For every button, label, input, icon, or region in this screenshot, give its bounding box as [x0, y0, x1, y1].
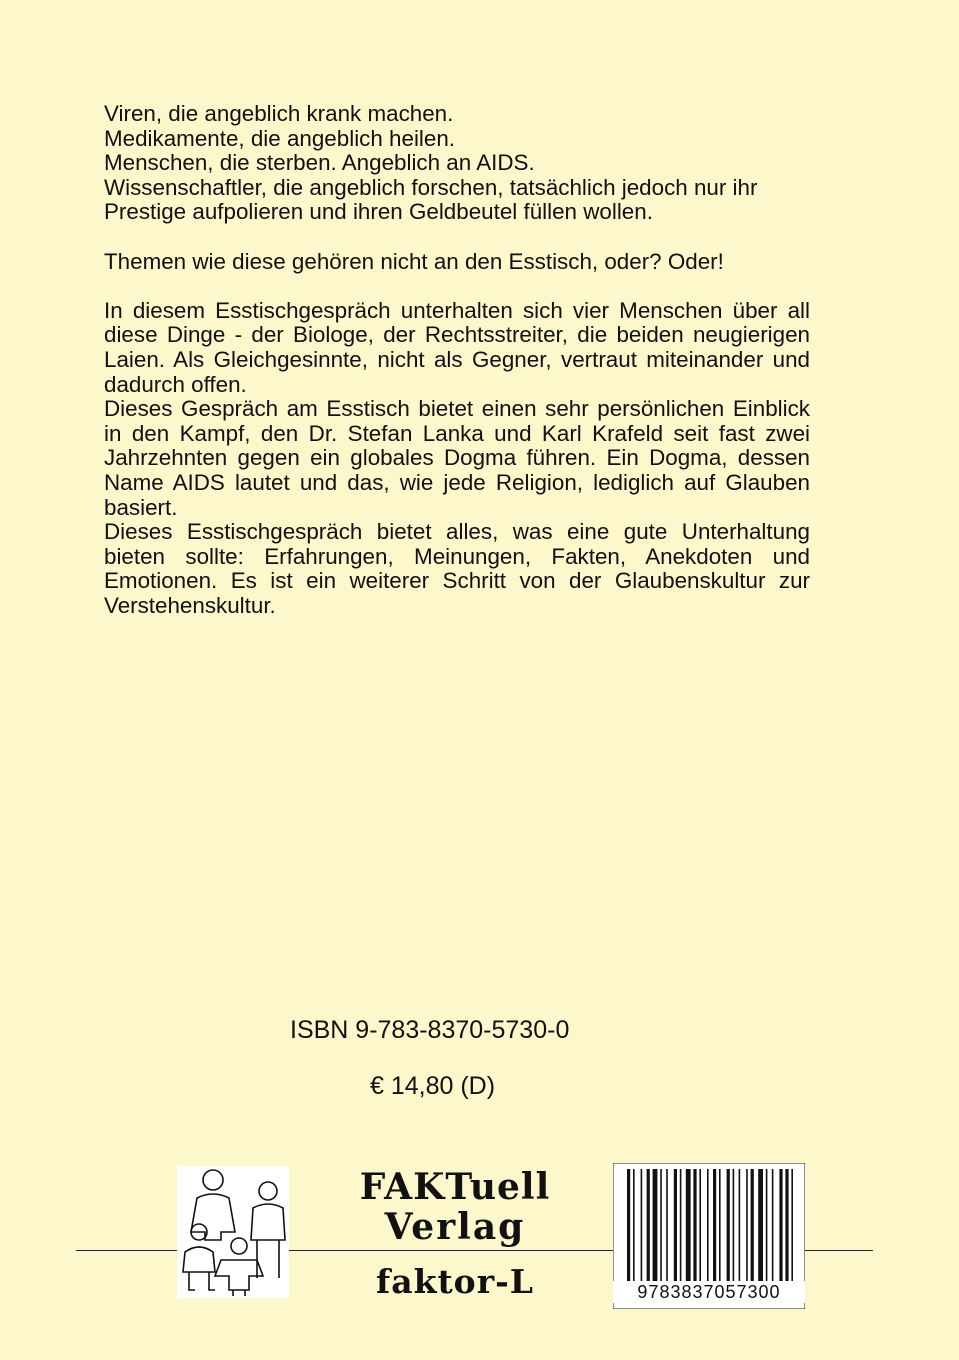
- barcode-bar: [713, 1169, 716, 1281]
- barcode: [613, 1163, 805, 1309]
- paragraph: Dieses Esstischgespräch bietet alles, was eine gute Unterhaltung bieten sollte: Erfahrungen, Meinungen, Fakten, Anekdoten und Emotionen. Es ist ein weiterer Schritt von der Glaubenskultur zur Verstehenskultur.: [104, 519, 810, 618]
- barcode-bar: [641, 1169, 643, 1281]
- barcode-bar: [727, 1169, 730, 1281]
- barcode-bar: [779, 1169, 782, 1281]
- barcode-bar: [627, 1169, 630, 1281]
- paragraph: Dieses Gespräch am Esstisch bietet einen sehr persönlichen Einblick in den Kampf, den Dr. Stefan Lanka und Karl Krafeld seit fast zwei Jahrzehnten gegen ein globales Dogma führen. Ein Dogma, dessen Name AIDS lautet und das, wie jede Religion, lediglich auf Glauben basiert.: [104, 396, 810, 520]
- price: € 14,80 (D): [370, 1072, 496, 1100]
- barcode-bar: [666, 1169, 668, 1281]
- barcode-bar: [674, 1169, 677, 1281]
- paragraph: In diesem Esstischgespräch unterhalten sich vier Menschen über all diese Dinge - der Biologe, der Rechtsstreiter, die beiden neugierigen Laien. Als Gleichgesinnte, nicht als Gegner, vertraut miteinander und dadurch offen.: [104, 297, 810, 397]
- divider-left: [76, 1250, 177, 1251]
- back-cover-text: [104, 102, 810, 618]
- barcode-bar: [680, 1169, 682, 1281]
- intro-line: Wissenschaftler, die angeblich forschen, tatsächlich jedoch nur ihr Prestige aufpolieren und ihren Geldbeutel füllen wollen.: [104, 174, 758, 225]
- barcode-bar: [751, 1169, 754, 1281]
- isbn: ISBN 9-783-8370-5730-0: [290, 1016, 570, 1044]
- barcode-bar: [699, 1169, 701, 1281]
- barcode-bar: [739, 1169, 741, 1281]
- barcode-bar: [653, 1169, 658, 1281]
- barcode-bar: [719, 1169, 721, 1281]
- publisher-name: FAKTuell: [359, 1166, 551, 1208]
- intro-line: Medikamente, die angeblich heilen.: [104, 125, 456, 151]
- divider-right: [805, 1250, 873, 1251]
- intro-line: Viren, die angeblich krank machen.: [104, 101, 454, 126]
- barcode-bar: [733, 1169, 735, 1281]
- barcode-bar: [746, 1169, 748, 1281]
- question-line: Themen wie diese gehören nicht an den Esstisch, oder? Oder!: [104, 248, 724, 274]
- family-figures-icon: [177, 1166, 289, 1298]
- barcode-bar: [772, 1169, 774, 1281]
- divider-middle: [289, 1250, 613, 1251]
- barcode-number: 9783837057300: [613, 1281, 805, 1303]
- barcode-bar: [660, 1169, 662, 1281]
- barcode-bar: [633, 1169, 635, 1281]
- barcode-bar: [758, 1169, 763, 1281]
- publisher-imprint: faktor-L: [376, 1262, 534, 1301]
- barcode-bar: [785, 1169, 788, 1281]
- intro-line: Menschen, die sterben. Angeblich an AIDS.: [104, 150, 535, 176]
- barcode-bar: [686, 1169, 691, 1281]
- barcode-bar: [693, 1169, 696, 1281]
- barcode-bar: [791, 1169, 793, 1281]
- barcode-bar: [707, 1169, 709, 1281]
- barcode-bar: [766, 1169, 768, 1281]
- publisher-type: Verlag: [384, 1206, 526, 1248]
- barcode-bar: [647, 1169, 650, 1281]
